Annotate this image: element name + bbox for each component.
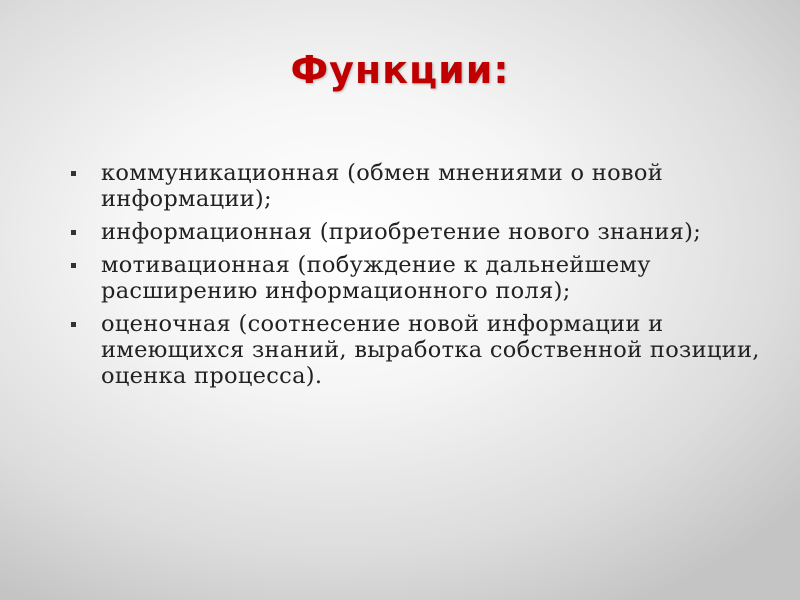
slide-title: Функции:: [290, 48, 510, 92]
bullet-text: оценочная (соотнесение новой информации и имеющихся знаний, выработка собственной позиции, оценка процесса).: [101, 311, 760, 389]
bullet-text: информационная (приобретение нового знания);: [101, 219, 702, 245]
square-bullet-icon: [71, 263, 76, 268]
square-bullet-icon: [71, 230, 76, 235]
bullet-item-informational: [70, 219, 770, 245]
bullet-item-communicative: [70, 160, 770, 212]
bullet-item-evaluative: [70, 311, 770, 389]
bullet-text: коммуникационная (обмен мнениями о новой информации);: [101, 160, 664, 212]
square-bullet-icon: [71, 171, 76, 176]
bullet-list: [70, 160, 770, 396]
bullet-item-motivational: [70, 252, 770, 304]
square-bullet-icon: [71, 322, 76, 327]
bullet-text: мотивационная (побуждение к дальнейшему расширению информационного поля);: [101, 252, 651, 304]
